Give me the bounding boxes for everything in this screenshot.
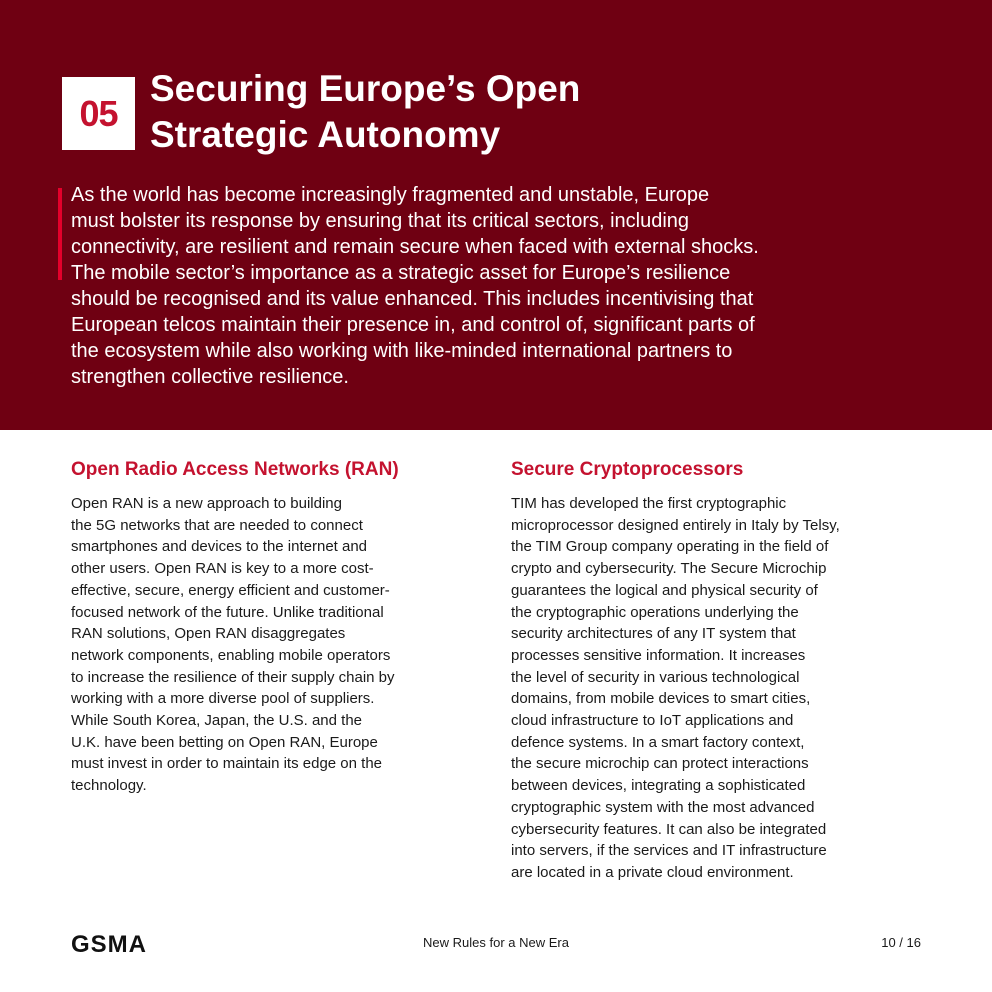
- section-number: 05: [79, 92, 118, 134]
- page-title-line: Strategic Autonomy: [150, 114, 501, 155]
- body-line: working with a more diverse pool of suppliers.: [71, 690, 375, 708]
- hero-banner: [0, 0, 992, 430]
- intro-line: As the world has become increasingly fragmented and unstable, Europe: [71, 184, 710, 206]
- gsma-logo: GSMA: [71, 931, 147, 958]
- body-line: into servers, if the services and IT infrastructure: [511, 842, 827, 860]
- body-line: between devices, integrating a sophisticated: [511, 777, 806, 795]
- section-number-badge: [62, 77, 135, 150]
- secure-cryptoprocessors-section: [511, 456, 931, 884]
- body-line: domains, from mobile devices to smart cities,: [511, 690, 811, 708]
- intro-paragraph: [71, 182, 931, 390]
- open-ran-heading: Open Radio Access Networks (RAN): [71, 459, 399, 480]
- body-line: the 5G networks that are needed to connect: [71, 516, 363, 534]
- body-line: TIM has developed the first cryptographic: [511, 495, 787, 512]
- body-line: crypto and cybersecurity. The Secure Microchip: [511, 560, 827, 578]
- open-ran-body: [71, 493, 491, 797]
- intro-line: connectivity, are resilient and remain secure when faced with external shocks.: [71, 236, 759, 258]
- body-line: are located in a private cloud environment.: [511, 863, 794, 881]
- body-line: focused network of the future. Unlike traditional: [71, 603, 384, 621]
- body-line: security architectures of any IT system that: [511, 625, 796, 643]
- body-line: network components, enabling mobile operators: [71, 646, 391, 664]
- secure-cryptoprocessors-heading: Secure Cryptoprocessors: [511, 459, 744, 480]
- body-line: cloud infrastructure to IoT applications and: [511, 712, 794, 730]
- body-line: other users. Open RAN is key to a more cost-: [71, 560, 374, 578]
- page-number: 10 / 16: [881, 935, 921, 950]
- body-line: defence systems. In a smart factory context,: [511, 733, 805, 751]
- intro-line: must bolster its response by ensuring that its critical sectors, including: [71, 210, 690, 232]
- body-line: cryptographic system with the most advanced: [511, 798, 815, 816]
- intro-line: The mobile sector’s importance as a strategic asset for Europe’s resilience: [71, 262, 731, 284]
- body-line: microprocessor designed entirely in Italy by Telsy,: [511, 516, 840, 534]
- intro-line: strengthen collective resilience.: [71, 366, 349, 388]
- secure-cryptoprocessors-body: [511, 493, 931, 884]
- open-ran-section: [71, 456, 491, 797]
- intro-line: European telcos maintain their presence in, and control of, significant parts of: [71, 314, 755, 336]
- body-line: to increase the resilience of their supply chain by: [71, 668, 395, 686]
- body-line: technology.: [71, 777, 147, 795]
- footer-title: New Rules for a New Era: [423, 935, 569, 950]
- body-line: must invest in order to maintain its edge on the: [71, 755, 383, 773]
- body-line: the TIM Group company operating in the field of: [511, 538, 829, 556]
- intro-line: the ecosystem while also working with like-minded international partners to: [71, 340, 733, 362]
- body-line: While South Korea, Japan, the U.S. and the: [71, 712, 363, 730]
- intro-accent-bar: [58, 188, 62, 280]
- body-line: guarantees the logical and physical security of: [511, 581, 818, 599]
- body-line: the cryptographic operations underlying the: [511, 603, 799, 621]
- body-line: Open RAN is a new approach to building: [71, 495, 342, 512]
- body-line: effective, secure, energy efficient and customer-: [71, 581, 390, 599]
- body-line: U.K. have been betting on Open RAN, Europe: [71, 733, 378, 751]
- page-title: [150, 66, 750, 158]
- body-line: the secure microchip can protect interactions: [511, 755, 809, 773]
- intro-line: should be recognised and its value enhanced. This includes incentivising that: [71, 288, 754, 310]
- page-title-line: Securing Europe’s Open: [150, 68, 581, 109]
- body-line: processes sensitive information. It increases: [511, 646, 806, 664]
- body-line: the level of security in various technological: [511, 668, 800, 686]
- body-line: RAN solutions, Open RAN disaggregates: [71, 625, 346, 643]
- body-line: cybersecurity features. It can also be integrated: [511, 820, 827, 838]
- body-line: smartphones and devices to the internet and: [71, 538, 368, 556]
